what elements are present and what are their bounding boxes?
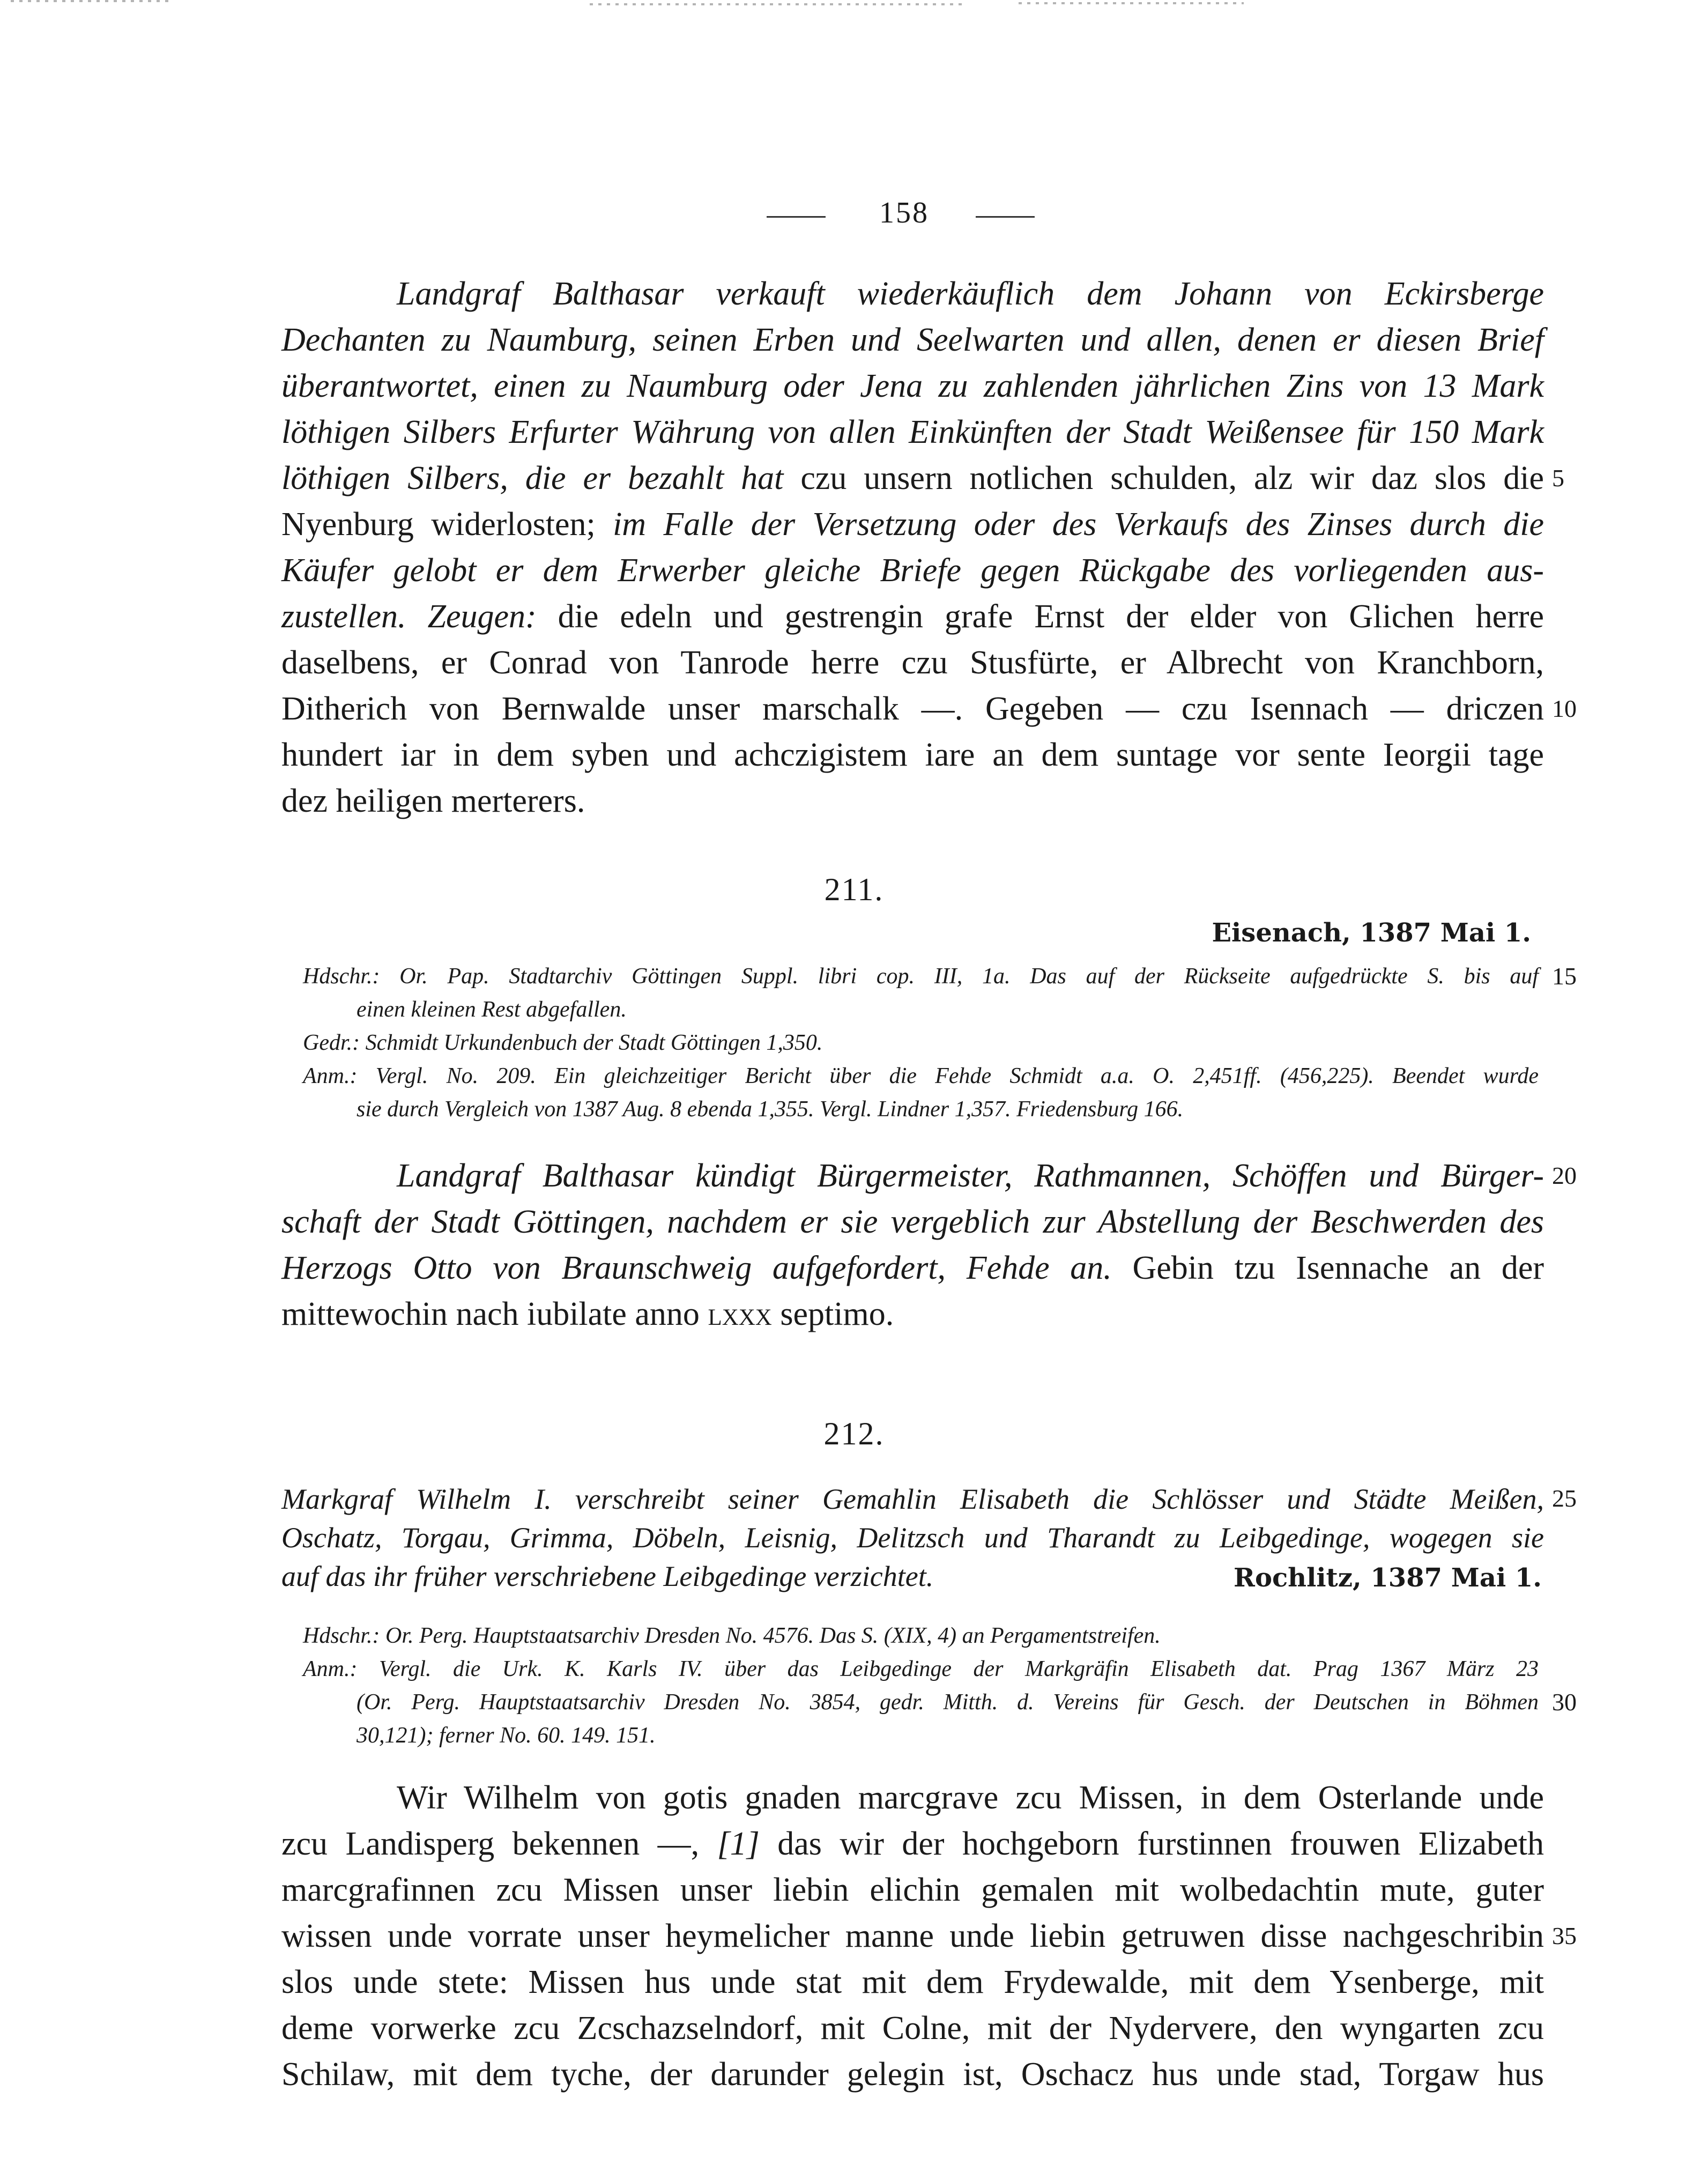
text-line: hundert iar in dem syben und achczigistem iare an dem suntage vor sente Ieorgii tage xyxy=(281,737,1544,773)
apparatus-note: Hdschr.: Or. Perg. Hauptstaatsarchiv Dresden No. 4576. Das S. (XIX, 4) an Pergamentstreifen. xyxy=(303,1623,1161,1648)
apparatus-note: Anm.: Vergl. die Urk. K. Karls IV. über das Leibgedinge der Markgräfin Elisabeth dat. Prag 1367 März 23 xyxy=(303,1657,1539,1681)
apparatus-note: 30,121); ferner No. 60. 149. 151. xyxy=(357,1723,656,1748)
text-line: daselbens, er Conrad von Tanrode herre czu Stusfürte, er Albrecht von Kranchborn, xyxy=(281,644,1544,681)
document-number: 211. xyxy=(824,872,884,907)
text-line: überantwortet, einen zu Naumburg oder Jena zu zahlenden jährlichen Zins von 13 Mark xyxy=(281,368,1544,404)
text-line: wissen unde vorrate unser heymelicher manne unde liebin getruwen disse nachgeschribin xyxy=(281,1918,1544,1954)
line-number: 20 xyxy=(1552,1162,1577,1189)
text-line: löthigen Silbers, die er bezahlt hat czu unsern notlichen schulden, alz wir daz slos die xyxy=(281,460,1544,496)
text-line: marcgrafinnen zcu Missen unser liebin elichin gemalen mit wolbedachtin mute, guter xyxy=(281,1872,1544,1908)
header-dash-left xyxy=(767,216,826,218)
text-line: löthigen Silbers Erfurter Währung von allen Einkünften der Stadt Weißensee für 150 Mark xyxy=(281,414,1544,450)
scan-edge-mark xyxy=(590,3,965,5)
text-line: dez heiligen merterers. xyxy=(281,783,585,819)
text-line: mittewochin nach iubilate anno lxxx septimo. xyxy=(281,1296,894,1332)
text-line: Nyenburg widerlosten; im Falle der Versetzung oder des Verkaufs des Zinses durch die xyxy=(281,506,1544,543)
header-dash-right xyxy=(976,216,1035,218)
apparatus-note: sie durch Vergleich von 1387 Aug. 8 ebenda 1,355. Vergl. Lindner 1,357. Friedensburg 166. xyxy=(357,1097,1184,1122)
apparatus-note: Gedr.: Schmidt Urkundenbuch der Stadt Göttingen 1,350. xyxy=(303,1030,823,1055)
line-number: 5 xyxy=(1552,464,1564,492)
document-number: 212. xyxy=(823,1416,885,1451)
scan-edge-mark xyxy=(1019,2,1244,4)
text-line: deme vorwerke zcu Zcschazselndorf, mit Colne, mit der Nydervere, den wyngarten zcu xyxy=(281,2010,1544,2046)
page-header xyxy=(0,196,1708,239)
line-number: 15 xyxy=(1552,962,1577,990)
text-line: Wir Wilhelm von gotis gnaden marcgrave zcu Missen, in dem Osterlande unde xyxy=(397,1779,1544,1816)
text-line: slos unde stete: Missen hus unde stat mit dem Frydewalde, mit dem Ysenberge, mit xyxy=(281,1964,1544,2000)
text-line: Dechanten zu Naumburg, seinen Erben und Seelwarten und allen, denen er diesen Brief xyxy=(281,322,1544,358)
page-number: 158 xyxy=(879,196,929,229)
line-number: 25 xyxy=(1552,1485,1577,1512)
apparatus-note: einen kleinen Rest abgefallen. xyxy=(357,997,627,1022)
line-number: 10 xyxy=(1552,695,1577,722)
text-line: Ditherich von Bernwalde unser marschalk —. Gegeben — czu Isennach — driczen xyxy=(281,691,1544,727)
regest-line: Oschatz, Torgau, Grimma, Döbeln, Leisnig, Delitzsch und Tharandt zu Leibgedinge, wogegen sie xyxy=(281,1522,1544,1554)
text-line: Herzogs Otto von Braunschweig aufgefordert, Fehde an. Gebin tzu Isennache an der xyxy=(281,1250,1544,1286)
apparatus-note: Hdschr.: Or. Pap. Stadtarchiv Göttingen Suppl. libri cop. III, 1a. Das auf der Rückseite aufgedrückte S. bis auf xyxy=(303,964,1539,989)
apparatus-note: (Or. Perg. Hauptstaatsarchiv Dresden No. 3854, gedr. Mitth. d. Vereins für Gesch. der Deutschen in Böhmen xyxy=(357,1690,1539,1715)
text-line: zcu Landisperg bekennen —, [1] das wir der hochgeborn furstinnen frouwen Elizabeth xyxy=(281,1826,1544,1862)
text-line: schaft der Stadt Göttingen, nachdem er sie vergeblich zur Abstellung der Beschwerden des xyxy=(281,1204,1544,1240)
apparatus-note: Anm.: Vergl. No. 209. Ein gleichzeitiger Bericht über die Fehde Schmidt a.a. O. 2,451ff. (456,225). Beendet wurde xyxy=(303,1064,1539,1088)
document-date: Eisenach, 1387 Mai 1. xyxy=(1212,918,1531,948)
scan-edge-mark xyxy=(11,0,172,2)
text-line: Landgraf Balthasar verkauft wiederkäuflich dem Johann von Eckirsberge xyxy=(397,276,1544,312)
text-line: Schilaw, mit dem tyche, der darunder gelegin ist, Oschacz hus unde stad, Torgaw hus xyxy=(281,2056,1544,2093)
document-date: Rochlitz, 1387 Mai 1. xyxy=(1234,1563,1542,1593)
regest-line: Markgraf Wilhelm I. verschreibt seiner Gemahlin Elisabeth die Schlösser und Städte Meißen, xyxy=(281,1483,1544,1515)
text-line: zustellen. Zeugen: die edeln und gestrengin grafe Ernst der elder von Glichen herre xyxy=(281,598,1544,635)
text-line: Käufer gelobt er dem Erwerber gleiche Briefe gegen Rückgabe des vorliegenden aus- xyxy=(281,552,1544,589)
line-number: 30 xyxy=(1552,1688,1577,1716)
regest-line: auf das ihr früher verschriebene Leibgedinge verzichtet. xyxy=(281,1560,934,1592)
line-number: 35 xyxy=(1552,1922,1577,1949)
text-line: Landgraf Balthasar kündigt Bürgermeister, Rathmannen, Schöffen und Bürger- xyxy=(397,1158,1544,1194)
